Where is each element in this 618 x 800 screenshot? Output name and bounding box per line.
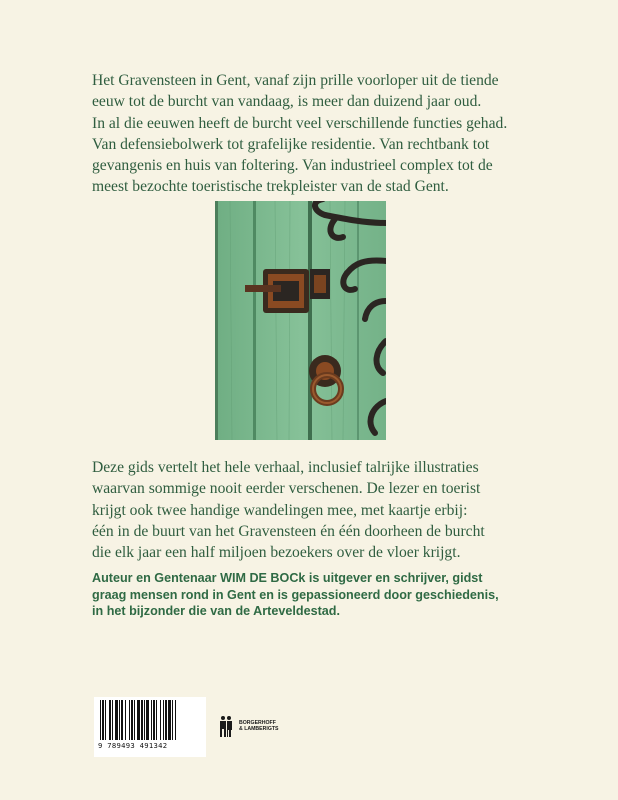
green-door-hardware-image bbox=[215, 201, 386, 440]
intro-line: Het Gravensteen in Gent, vanaf zijn prille voorloper uit de tiende bbox=[92, 72, 499, 89]
isbn-barcode bbox=[94, 697, 206, 757]
publisher-line1: BORGERHOFF bbox=[239, 719, 276, 726]
intro-line: In al die eeuwen heeft de burcht veel verschillende functies gehad. bbox=[92, 114, 508, 132]
intro-line: eeuw tot de burcht van vandaag, is meer dan duizend jaar oud. bbox=[92, 93, 482, 111]
publisher-logo bbox=[219, 715, 278, 737]
intro-line: gevangenis en huis van foltering. Van industrieel complex tot de bbox=[92, 157, 493, 175]
author-line: Auteur en Gentenaar WIM DE BOCk is uitgever en schrijver, gidst bbox=[92, 571, 483, 585]
door-photo bbox=[215, 201, 386, 440]
body-line: krijgt ook twee handige wandelingen mee, met kaartje erbij: bbox=[92, 501, 468, 519]
author-line: in het bijzonder die van de Arteveldestad. bbox=[92, 604, 340, 618]
isbn-number: 9 789493 491342 bbox=[98, 741, 168, 750]
body-line: waarvan sommige nooit eerder verschenen. De lezer en toerist bbox=[92, 480, 481, 498]
intro-text bbox=[92, 70, 532, 198]
publisher-line2: & LAMBERIGTS bbox=[239, 726, 279, 732]
author-bio bbox=[92, 570, 532, 620]
two-figures-logo-icon bbox=[219, 715, 233, 737]
intro-line: Van defensiebolwerk tot grafelijke residentie. Van rechtbank tot bbox=[92, 135, 490, 153]
body-line: die elk jaar een half miljoen bezoekers over de vloer krijgt. bbox=[92, 544, 461, 562]
barcode-bars-icon bbox=[98, 700, 202, 740]
body-text bbox=[92, 457, 532, 563]
publisher-name bbox=[239, 720, 278, 733]
body-line: één in de buurt van het Gravensteen én één doorheen de burcht bbox=[92, 522, 485, 540]
author-line: graag mensen rond in Gent en is gepassioneerd door geschiedenis, bbox=[92, 587, 499, 602]
body-line: Deze gids vertelt het hele verhaal, inclusief talrijke illustraties bbox=[92, 459, 479, 476]
intro-line: meest bezochte toeristische trekpleister van de stad Gent. bbox=[92, 178, 449, 196]
